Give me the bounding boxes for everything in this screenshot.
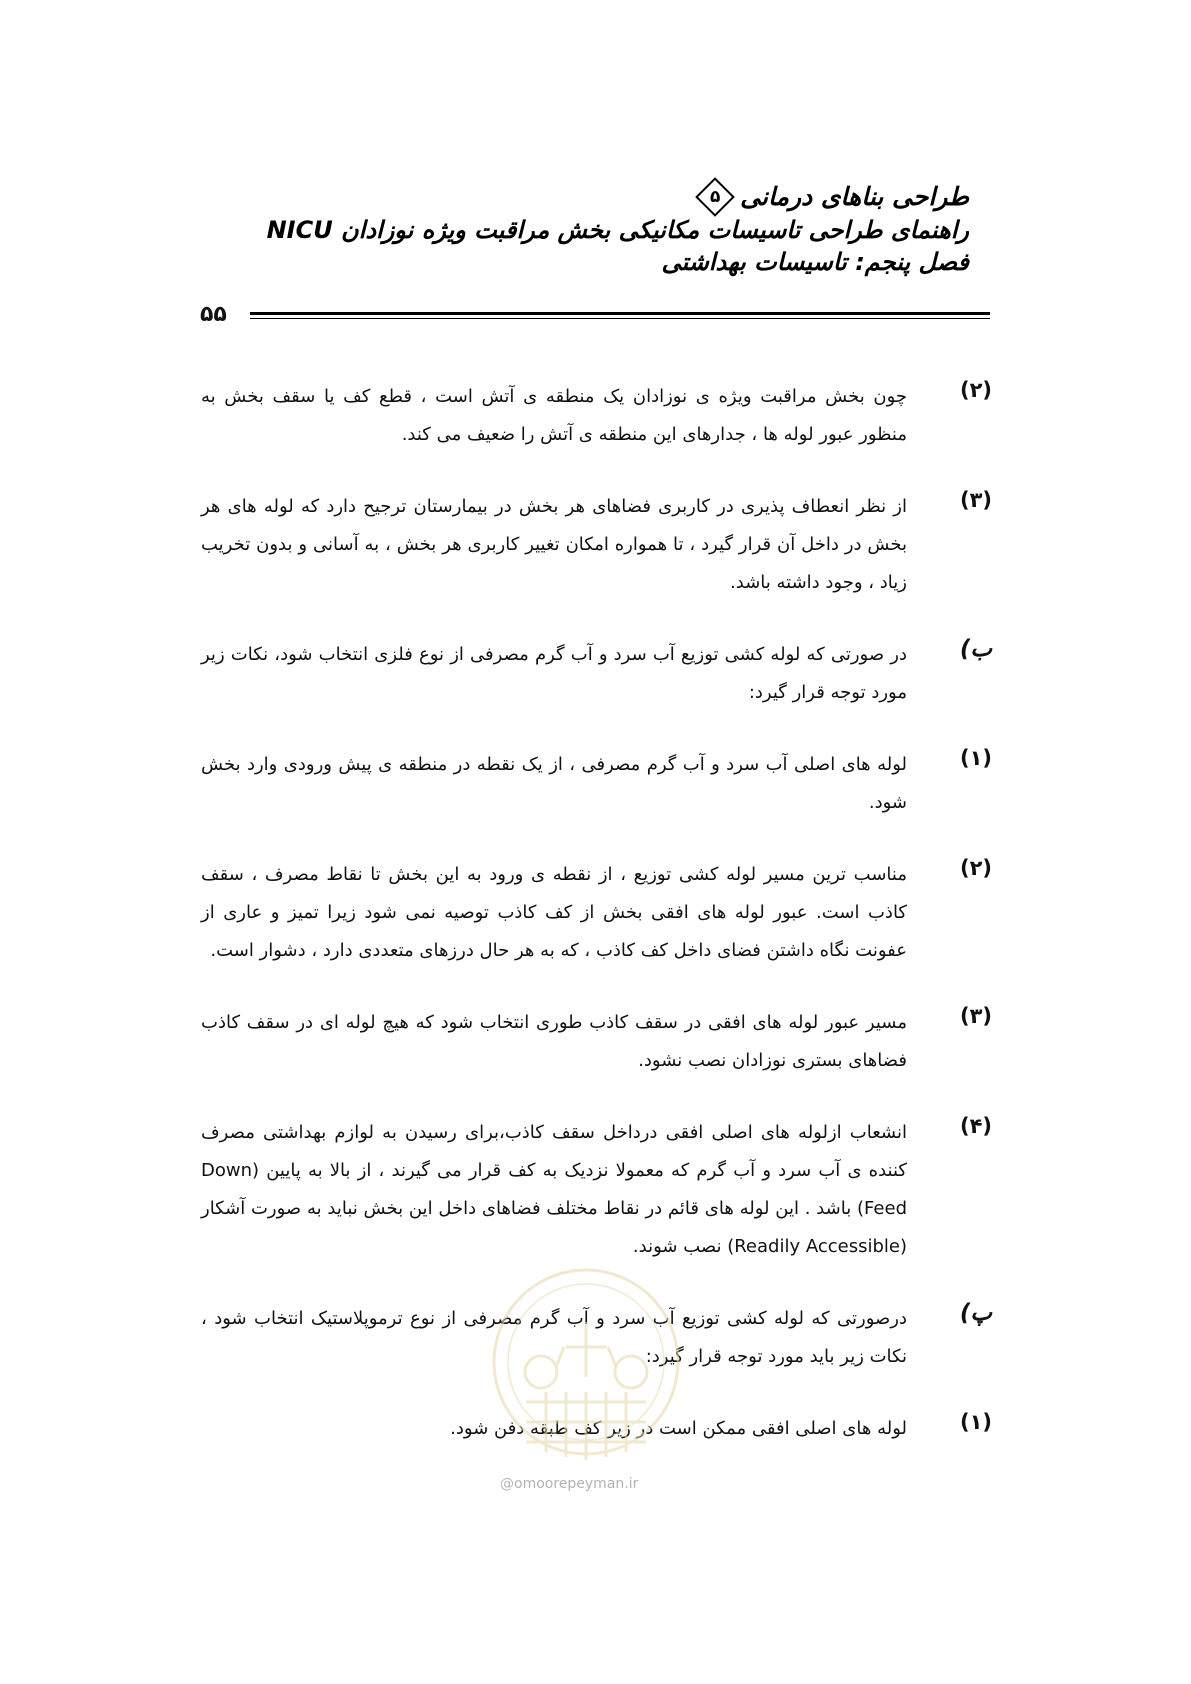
item-marker: (۳) [959, 488, 993, 512]
chapter-title: فصل پنجم: تاسیسات بهداشتی [661, 248, 969, 277]
page-header [169, 180, 969, 279]
item-text: مسیر عبور لوله های افقی در سقف کاذب طوری انتخاب شود که هیچ لوله ای در سقف کاذب فضاهای بستری نوزادان نصب نشود. [201, 1012, 907, 1071]
item-text: انشعاب ازلوله های اصلی افقی درداخل سقف کاذب،برای رسیدن به لوازم بهداشتی مصرف کننده ی آب سرد و آب گرم که معمولا نزدیک به کف قرار می گیرند ، از بالا به پایین (Down Feed) باشد . این لوله های قائم در نقاط مختلف فضاهای داخل این بخش نباید به صورت آشکار (Readily Accessible) نصب شوند. [201, 1122, 907, 1257]
section-marker: پ) [959, 1300, 993, 1326]
list-item [201, 856, 1001, 970]
list-item [201, 746, 1001, 822]
item-marker: (۳) [959, 1004, 993, 1028]
item-text: لوله های اصلی افقی ممکن است در زیر کف طبقه دفن شود. [450, 1418, 907, 1439]
item-text: مناسب ترین مسیر لوله کشی توزیع ، از نقطه ی ورود به این بخش تا نقاط مصرف ، سقف کاذب است. عبور لوله های افقی بخش از کف کاذب توصیه نمی شود زیرا تمیز و عاری از عفونت نگاه داشتن فضای داخل کف کاذب ، که به هر حال درزهای متعددی دارد ، دشوار است. [201, 864, 907, 961]
page-number: ۵۵ [200, 302, 227, 327]
item-marker: (۲) [959, 378, 993, 402]
item-text: از نظر انعطاف پذیری در کاربری فضاهای هر بخش در بیمارستان ترجیح دارد که لوله های هر بخش در داخل آن قرار گیرد ، تا همواره امکان تغییر کاربری هر بخش ، به آسانی و بدون تخریب زیاد ، وجود داشته باشد. [201, 496, 907, 593]
volume-badge: ۵ [698, 180, 732, 214]
watermark-caption: @omoorepeyman.ir [500, 1476, 639, 1492]
item-marker: (۲) [959, 856, 993, 880]
header-title-row [169, 180, 969, 214]
item-marker: (۱) [959, 746, 993, 770]
section-text: درصورتی که لوله کشی توزیع آب سرد و آب گرم مصرفی از نوع ترموپلاستیک انتخاب شود ، نکات زیر باید مورد توجه قرار گیرد: [201, 1308, 907, 1367]
section-item [201, 636, 1001, 712]
publisher-seal-watermark [486, 1262, 686, 1472]
section-marker: ب) [959, 636, 993, 662]
guide-title: راهنمای طراحی تاسیسات مکانیکی بخش مراقبت ویژه نوزادان NICU [266, 216, 969, 244]
item-text: چون بخش مراقبت ویژه ی نوزادان یک منطقه ی آتش است ، قطع کف یا سقف بخش به منظور عبور لوله ها ، جدارهای این منطقه ی آتش را ضعیف می کند. [201, 386, 907, 445]
item-text: لوله های اصلی آب سرد و آب گرم مصرفی ، از یک نقطه در منطقه ی پیش ورودی وارد بخش شود. [201, 754, 907, 813]
book-title: طراحی بناهای درمانی [740, 182, 969, 212]
list-item [201, 488, 1001, 602]
item-marker: (۴) [959, 1114, 993, 1138]
header-rule [250, 312, 990, 319]
list-item [201, 1114, 1001, 1266]
section-text: در صورتی که لوله کشی توزیع آب سرد و آب گرم مصرفی از نوع فلزی انتخاب شود، نکات زیر مورد توجه قرار گیرد: [201, 644, 907, 703]
header-rule-row [200, 302, 990, 328]
list-item [201, 1004, 1001, 1080]
list-item [201, 378, 1001, 454]
item-marker: (۱) [959, 1410, 993, 1434]
